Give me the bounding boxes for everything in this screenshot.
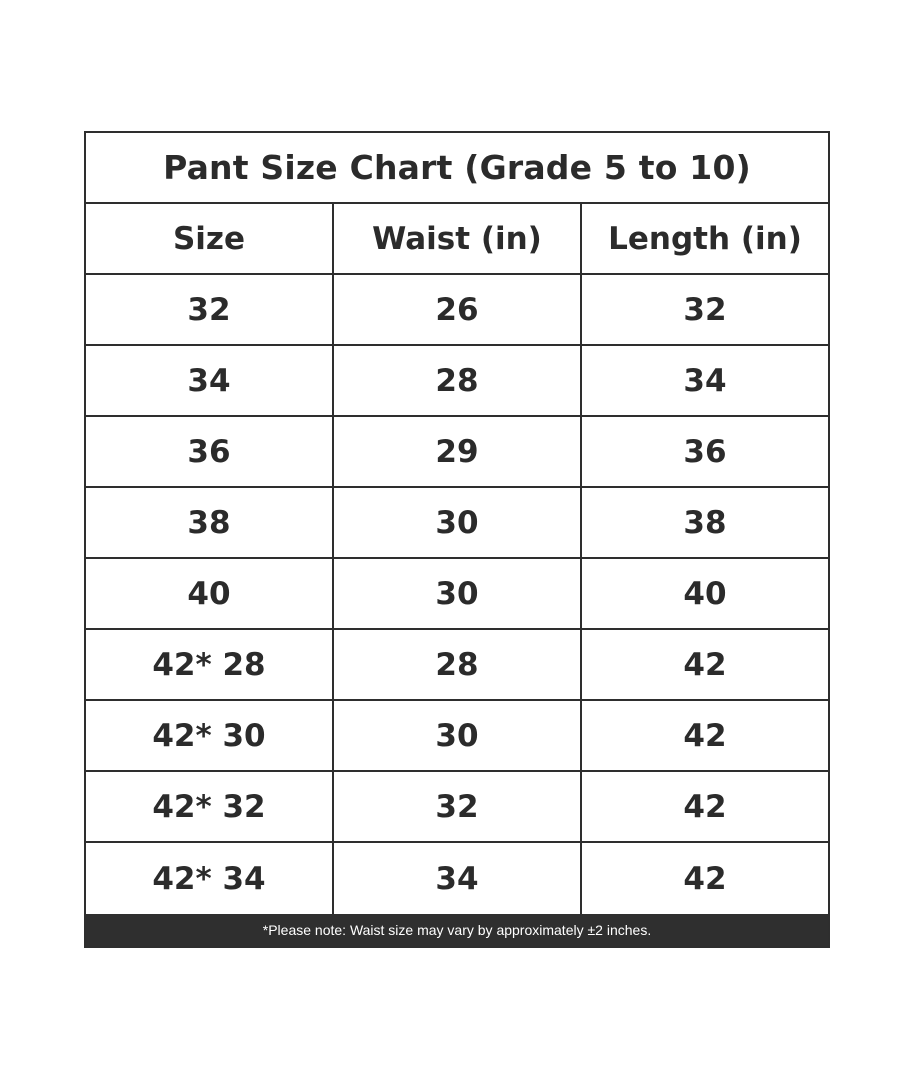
- length-cell: 42: [582, 630, 828, 701]
- size-cell: 42* 30: [86, 701, 334, 772]
- waist-cell: 30: [334, 559, 582, 630]
- header-size: Size: [86, 204, 334, 275]
- length-cell: 42: [683, 860, 727, 897]
- length-cell: 42: [582, 701, 828, 772]
- length-cell: 36: [582, 417, 828, 488]
- size-cell: 32: [86, 275, 334, 346]
- size-cell: 42* 28: [86, 630, 334, 701]
- size-chart-table: [84, 131, 830, 948]
- table-grid: [86, 204, 828, 914]
- footnote-banner: *Please note: Waist size may vary by approximately ±2 inches.: [86, 914, 828, 946]
- waist-cell: 30: [334, 701, 582, 772]
- waist-cell: 32: [334, 772, 582, 843]
- waist-cell: 34: [334, 843, 582, 914]
- size-cell: 38: [86, 488, 334, 559]
- chart-title: Pant Size Chart (Grade 5 to 10): [86, 133, 828, 204]
- length-cell: 38: [582, 488, 828, 559]
- size-cell: 36: [86, 417, 334, 488]
- size-cell: 42* 32: [86, 772, 334, 843]
- length-cell: 32: [582, 275, 828, 346]
- waist-cell: 30: [334, 488, 582, 559]
- waist-cell: 28: [334, 346, 582, 417]
- size-cell: 34: [86, 346, 334, 417]
- waist-cell: 28: [334, 630, 582, 701]
- header-length: Length (in): [582, 204, 828, 275]
- length-cell: 34: [582, 346, 828, 417]
- size-cell: 40: [86, 559, 334, 630]
- waist-cell: 26: [334, 275, 582, 346]
- waist-cell: 29: [334, 417, 582, 488]
- size-cell: 42* 34: [86, 843, 334, 914]
- header-waist: Waist (in): [334, 204, 582, 275]
- length-cell: 42: [582, 772, 828, 843]
- length-cell: 40: [582, 559, 828, 630]
